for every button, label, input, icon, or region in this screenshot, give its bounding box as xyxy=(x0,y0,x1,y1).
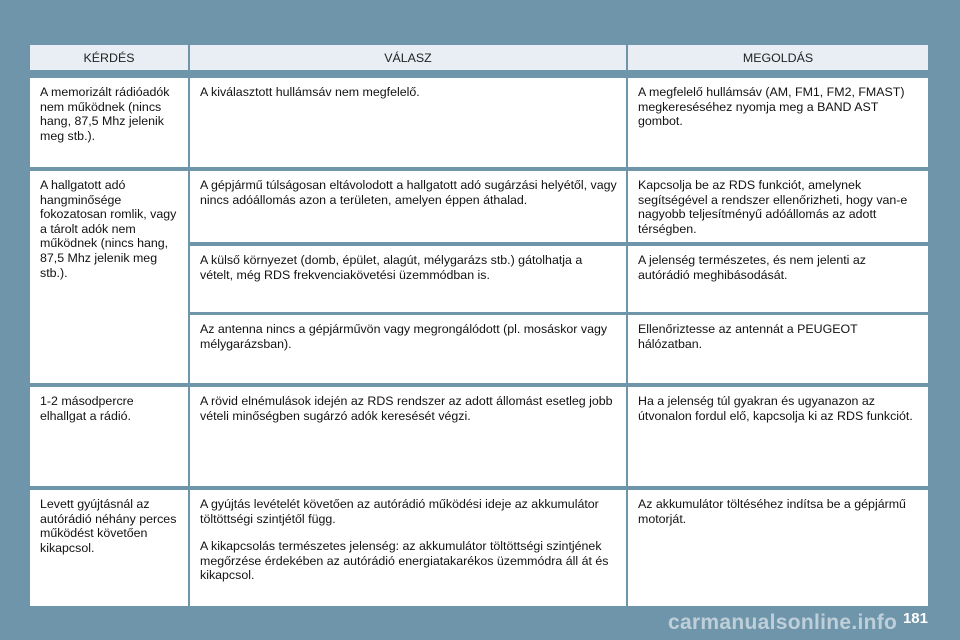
row1-valasz-text: A kiválasztott hullámsáv nem megfelelő. xyxy=(200,85,420,99)
row4-valasz-text-2: A kikapcsolás természetes jelenség: az akkumulátor töltöttségi szintjének megőrzése érdekében az autórádió energiatakarékos üzemmódra áll át és kikapcsol. xyxy=(200,539,609,583)
row1-kerdes-text: A memorizált rádióadók nem működnek (nincs hang, 87,5 Mhz jelenik meg stb.). xyxy=(40,85,170,143)
row3-valasz-cell xyxy=(190,387,626,486)
row2a-valasz-cell xyxy=(190,171,626,242)
row3-valasz-text: A rövid elnémulások idején az RDS rendszer az adott állomást esetleg jobb vételi minőségben sugárzó adók keresését végzi. xyxy=(200,394,613,423)
row2c-megoldas-cell xyxy=(628,315,928,383)
row3-megoldas-text: Ha a jelenség túl gyakran és ugyanazon az útvonalon fordul elő, kapcsolja ki az RDS funkciót. xyxy=(638,394,913,423)
header-valasz: VÁLASZ xyxy=(190,45,626,70)
row3-kerdes-cell xyxy=(30,387,188,486)
row1-megoldas-text: A megfelelő hullámsáv (AM, FM1, FM2, FMAST) megkereséséhez nyomja meg a BAND AST gombot. xyxy=(638,85,905,129)
row3-kerdes-text: 1-2 másodpercre elhallgat a rádió. xyxy=(40,394,134,423)
row4-valasz-cell xyxy=(190,490,626,606)
page-number: 181 xyxy=(902,610,928,627)
row1-megoldas-cell xyxy=(628,78,928,167)
row2b-valasz-text: A külső környezet (domb, épület, alagút, mélygarázs stb.) gátolhatja a vételt, még RDS frekvenciakövetési üzemmódban is. xyxy=(200,253,583,282)
header-kerdes: KÉRDÉS xyxy=(30,45,188,70)
row2b-megoldas-text: A jelenség természetes, és nem jelenti az autórádió meghibásodását. xyxy=(638,253,866,282)
row2-kerdes-cell xyxy=(30,171,188,383)
row2b-valasz-cell xyxy=(190,246,626,312)
row4-megoldas-cell xyxy=(628,490,928,606)
watermark: carmanualsonline.info xyxy=(668,611,898,634)
row4-valasz-text-1: A gyújtás levételét követően az autórádió működési ideje az akkumulátor töltöttségi szintjétől függ. xyxy=(200,497,599,526)
row2a-megoldas-cell xyxy=(628,171,928,242)
row2a-megoldas-text: Kapcsolja be az RDS funkciót, amelynek segítségével a rendszer ellenőrizheti, hogy van-e nagyobb teljesítményű adóállomás az adott térségben. xyxy=(638,178,908,236)
row2a-valasz-text: A gépjármű túlságosan eltávolodott a hallgatott adó sugárzási helyétől, vagy nincs adóállomás azon a területen, amelyen éppen áthalad. xyxy=(200,178,617,207)
row2c-valasz-cell xyxy=(190,315,626,383)
row2c-valasz-text: Az antenna nincs a gépjárművön vagy megrongálódott (pl. mosáskor vagy mélygarázsban). xyxy=(200,322,608,351)
row1-valasz-cell xyxy=(190,78,626,167)
row4-kerdes-text: Levett gyújtásnál az autórádió néhány perces működést követően kikapcsol. xyxy=(40,497,177,555)
row2-kerdes-text: A hallgatott adó hangminősége fokozatosan romlik, vagy a tárolt adók nem működnek (nincs hang, 87,5 Mhz jelenik meg stb.). xyxy=(40,178,177,280)
header-megoldas: MEGOLDÁS xyxy=(628,45,928,70)
row2c-megoldas-text: Ellenőriztesse az antennát a PEUGEOT hálózatban. xyxy=(638,322,858,351)
row4-kerdes-cell xyxy=(30,490,188,606)
row3-megoldas-cell xyxy=(628,387,928,486)
row4-megoldas-text: Az akkumulátor töltéséhez indítsa be a gépjármű motorját. xyxy=(638,497,906,526)
row2b-megoldas-cell xyxy=(628,246,928,312)
row1-kerdes-cell xyxy=(30,78,188,167)
